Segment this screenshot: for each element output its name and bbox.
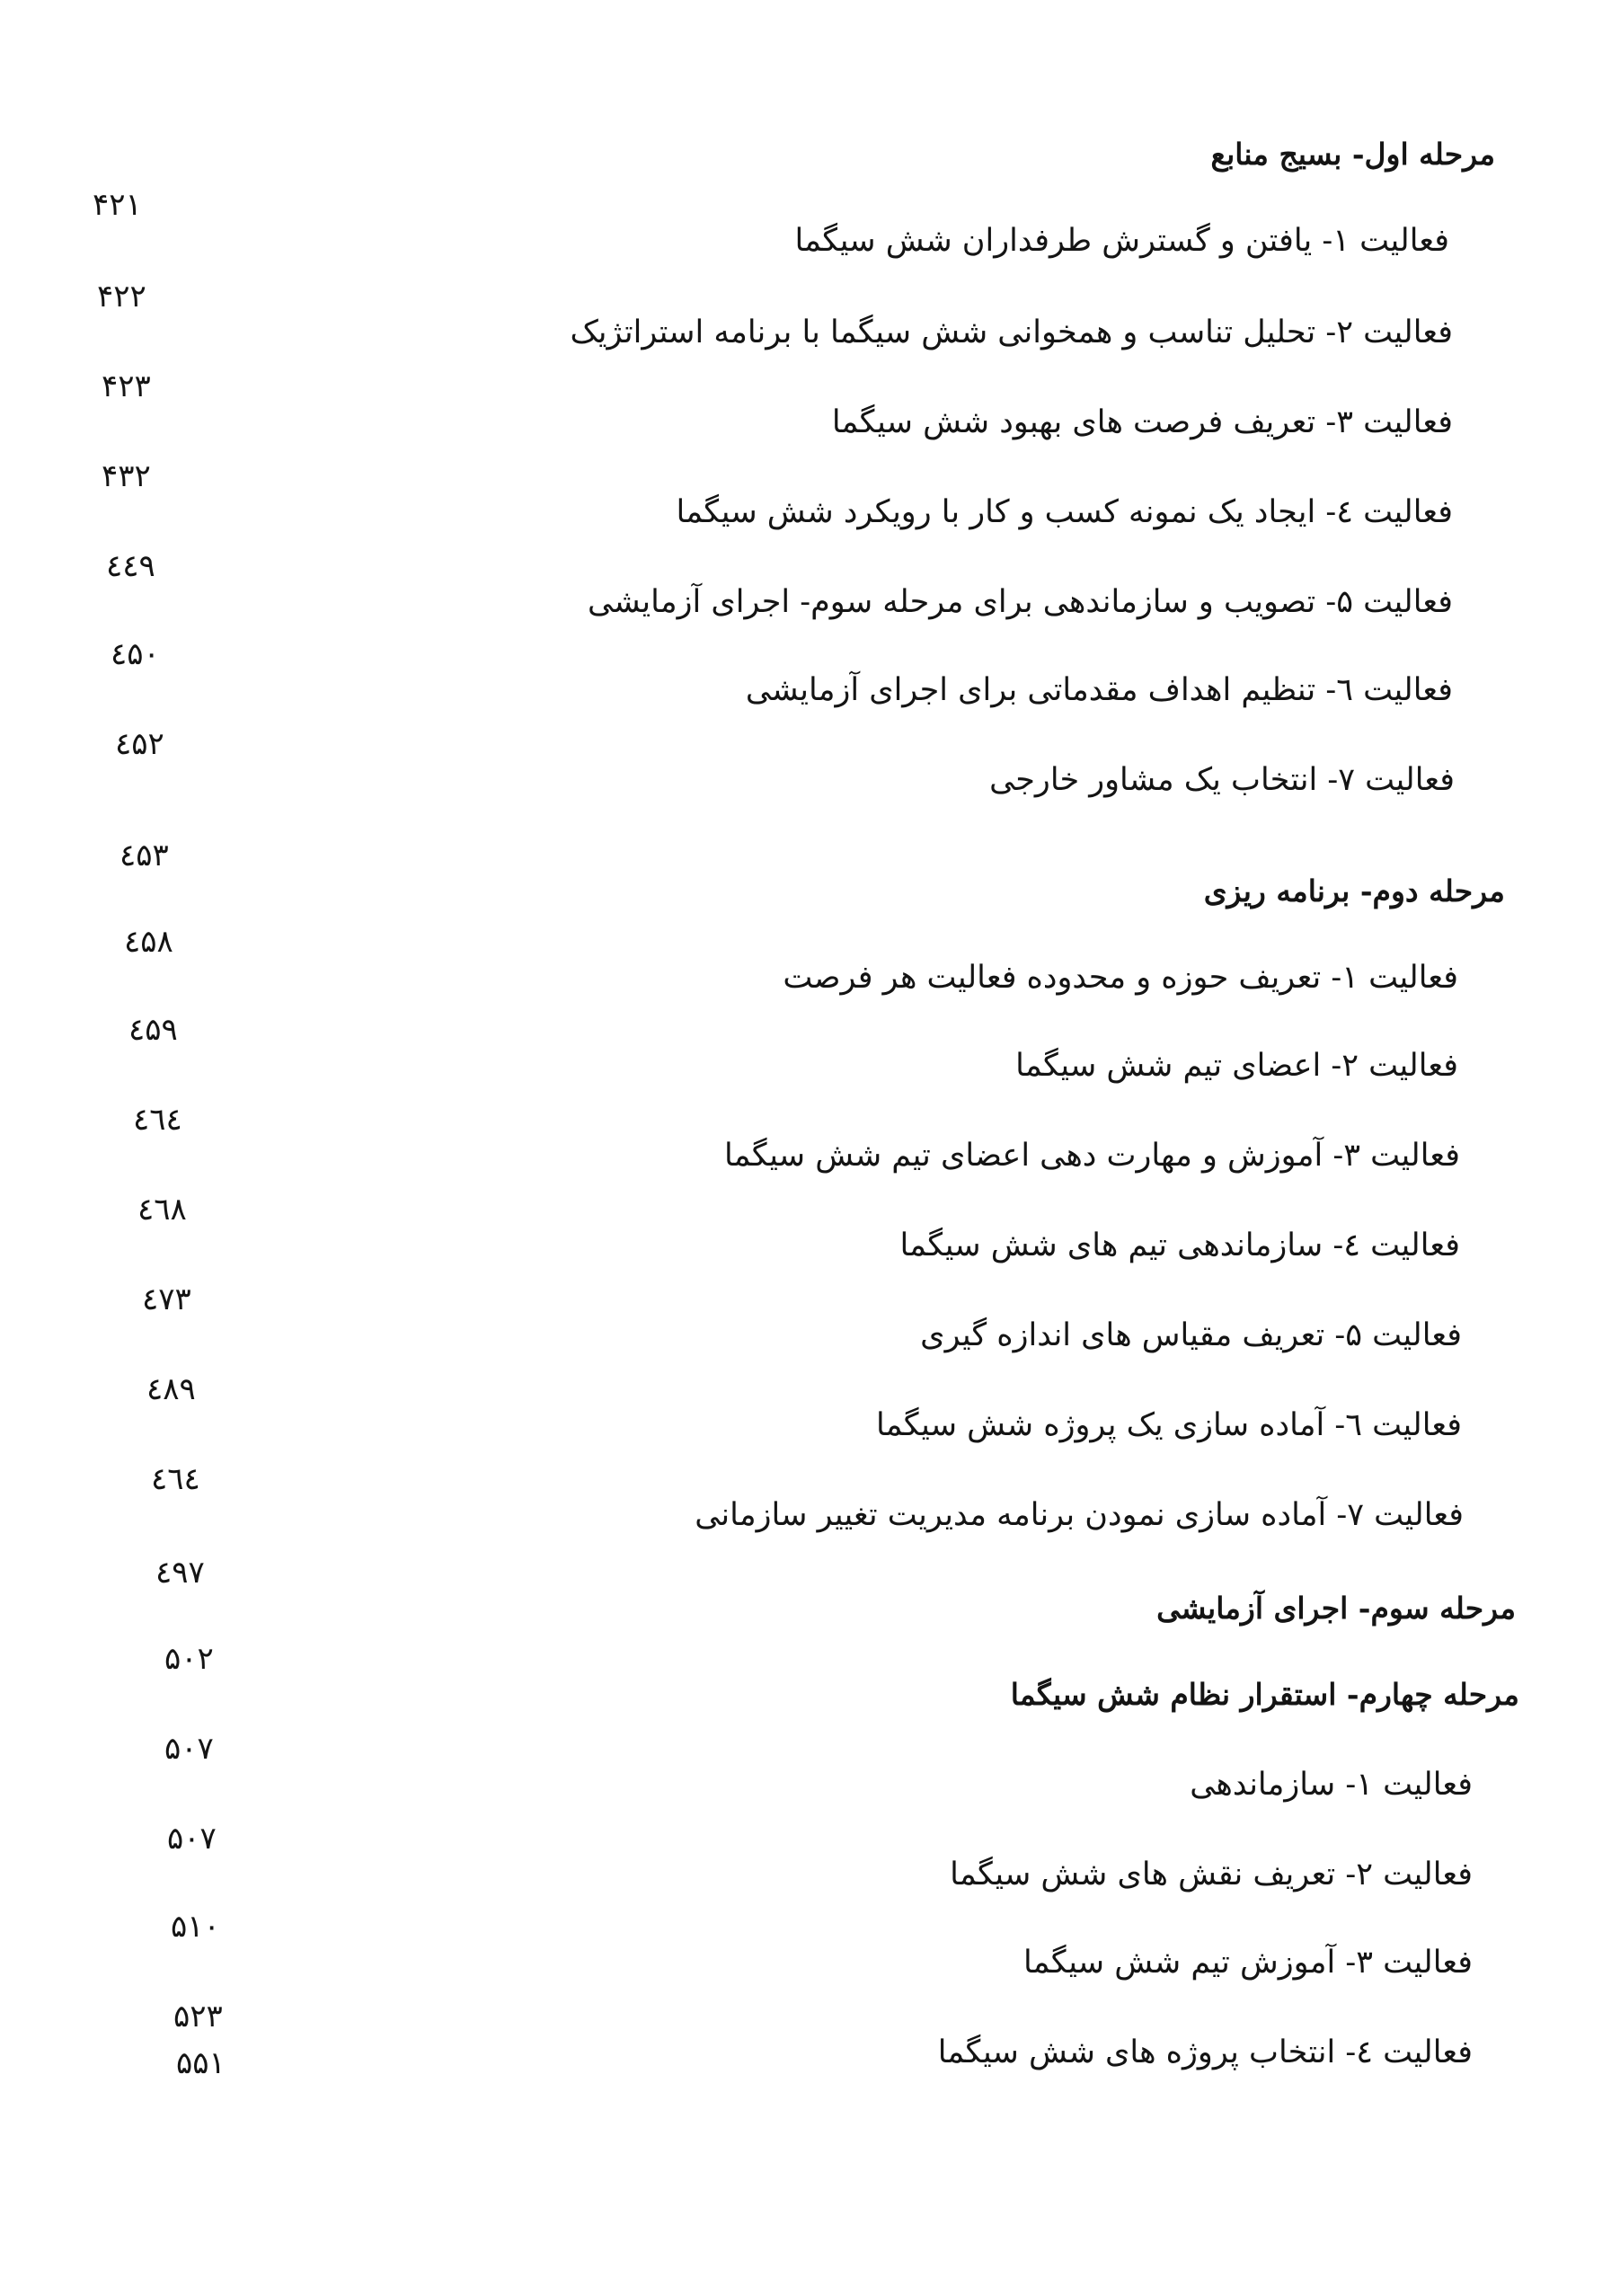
toc-activity-entry bbox=[0, 368, 1620, 467]
toc-entry-title: فعالیت ۵- تصویب و سازماندهی برای مرحله سوم- اجرای آزمایشی bbox=[588, 584, 1453, 620]
toc-entry-title: مرحله اول- بسیج منابع bbox=[1210, 137, 1495, 172]
toc-entry-title: مرحله دوم- برنامه ریزی bbox=[1203, 873, 1505, 909]
toc-activity-entry bbox=[0, 1731, 1620, 1830]
toc-activity-entry bbox=[0, 636, 1620, 735]
toc-entry-page: ۴۲۳ bbox=[102, 368, 151, 404]
toc-entry-title: فعالیت ۱- سازماندهی bbox=[1190, 1767, 1473, 1803]
toc-entry-page: ۴۲۲ bbox=[97, 279, 146, 315]
toc-entry-page: ٤۵۹ bbox=[128, 1012, 178, 1048]
toc-entry-page: ۵۵۱ bbox=[176, 2045, 226, 2081]
toc-activity-entry bbox=[0, 1102, 1620, 1201]
toc-entry-page: ۵۱۰ bbox=[171, 1909, 220, 1945]
toc-entry-page: ٤۹۷ bbox=[155, 1555, 205, 1591]
toc-entry-page: ۴۳۲ bbox=[102, 458, 151, 494]
toc-entry-title: فعالیت ۲- اعضای تیم شش سیگما bbox=[1015, 1048, 1458, 1084]
toc-entry-title: فعالیت ۲- تحلیل تناسب و همخوانی شش سیگما با برنامه استراتژیک bbox=[570, 315, 1453, 350]
toc-entry-page: ٤۵۸ bbox=[124, 924, 173, 960]
toc-activity-entry bbox=[0, 1012, 1620, 1111]
toc-entry-title: فعالیت ٤- انتخاب پروژه های شش سیگما bbox=[937, 2034, 1473, 2070]
toc-entry-title: فعالیت ٤- ایجاد یک نمونه کسب و کار با رویکرد شش سیگما bbox=[676, 494, 1453, 530]
toc-activity-entry bbox=[0, 1371, 1620, 1470]
toc-activity-entry bbox=[0, 279, 1620, 377]
toc-entry-title: فعالیت ۱- تعریف حوزه و محدوده فعالیت هر فرصت bbox=[783, 960, 1458, 996]
toc-activity-entry bbox=[0, 548, 1620, 647]
toc-entry-title: فعالیت ۲- تعریف نقش های شش سیگما bbox=[950, 1857, 1473, 1893]
toc-entry-title: فعالیت ۷- آماده سازی نمودن برنامه مدیریت تغییر سازمانی bbox=[695, 1497, 1464, 1533]
toc-entry-title: فعالیت ۳- تعریف فرصت های بهبود شش سیگما bbox=[831, 404, 1453, 440]
toc-activity-entry bbox=[0, 1461, 1620, 1560]
toc-entry-page: ٤٦٤ bbox=[151, 1461, 200, 1497]
toc-entry-page: ٤۵۲ bbox=[115, 726, 164, 762]
toc-entry-page: ۵۰۲ bbox=[164, 1641, 214, 1677]
toc-activity-entry bbox=[0, 187, 1620, 286]
toc-entry-title: فعالیت ۳- آموزش تیم شش سیگما bbox=[1023, 1945, 1473, 1981]
toc-entry-title: مرحله سوم- اجرای آزمایشی bbox=[1156, 1591, 1516, 1626]
toc-entry-title: فعالیت ٦- آماده سازی یک پروژه شش سیگما bbox=[875, 1407, 1462, 1443]
toc-activity-entry bbox=[0, 458, 1620, 557]
toc-entry-page: ۵۲۳ bbox=[173, 1999, 223, 2034]
toc-phase-heading bbox=[0, 838, 1620, 936]
toc-phase-heading bbox=[0, 1555, 1620, 1653]
toc-phase-heading bbox=[0, 128, 1620, 199]
toc-entry-title: مرحله چهارم- استقرار نظام شش سیگما bbox=[1010, 1677, 1519, 1712]
toc-entry-title: فعالیت ۷- انتخاب یک مشاور خارجی bbox=[989, 762, 1455, 798]
toc-activity-entry bbox=[0, 726, 1620, 825]
toc-entry-page: ٤۵۰ bbox=[111, 636, 160, 672]
toc-entry-page: ٤٤۹ bbox=[106, 548, 155, 584]
toc-entry-title: فعالیت ٤- سازماندهی تیم های شش سیگما bbox=[899, 1228, 1460, 1263]
toc-activity-entry bbox=[0, 924, 1620, 1023]
toc-entry-page: ٤۵۳ bbox=[120, 838, 169, 873]
toc-entry-page: ۵۰۷ bbox=[167, 1821, 217, 1857]
toc-entry-title: فعالیت ۱- یافتن و گسترش طرفداران شش سیگما bbox=[794, 223, 1449, 259]
toc-activity-entry bbox=[0, 1281, 1620, 1380]
toc-entry-page: ۴۲۱ bbox=[93, 187, 142, 223]
toc-entry-page: ٤٦۸ bbox=[137, 1192, 187, 1228]
toc-entry-page: ٤۷۳ bbox=[142, 1281, 191, 1317]
toc-entry-page: ٤۸۹ bbox=[146, 1371, 196, 1407]
toc-phase-heading bbox=[0, 1641, 1620, 1740]
toc-entry-title: فعالیت ۳- آموزش و مهارت دهی اعضای تیم شش سیگما bbox=[723, 1138, 1460, 1174]
toc-entry-page: ۵۰۷ bbox=[164, 1731, 214, 1767]
toc-activity-entry bbox=[0, 1909, 1620, 2008]
toc-entry-title: فعالیت ۵- تعریف مقیاس های اندازه گیری bbox=[920, 1317, 1462, 1353]
toc-activity-entry bbox=[0, 1821, 1620, 1919]
toc-entry-title: فعالیت ٦- تنظیم اهداف مقدماتی برای اجرای آزمایشی bbox=[745, 672, 1453, 708]
toc-activity-entry bbox=[0, 1192, 1620, 1290]
toc-entry-page: ٤٦٤ bbox=[133, 1102, 182, 1138]
